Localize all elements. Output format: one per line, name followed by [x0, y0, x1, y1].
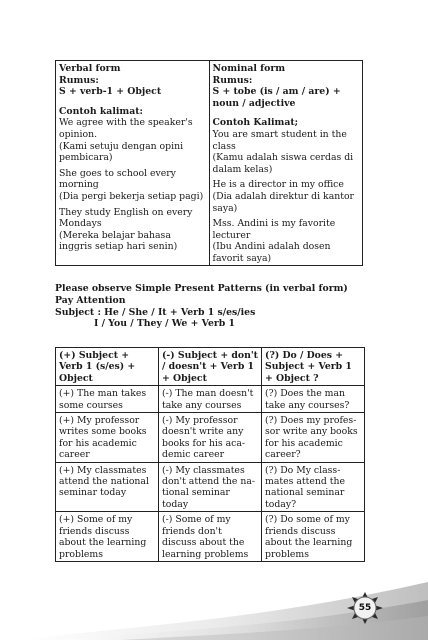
verbal-example-2: She goes to school every morning [59, 167, 176, 191]
nominal-form-cell [209, 61, 363, 266]
verbal-example-1: We agree with the speaker's opinion. [59, 117, 193, 140]
header-negative: (-) Subject + don't / doesn't + Verb 1 + Object [159, 348, 262, 386]
nominal-example-label: Contoh Kalimat; [212, 117, 299, 129]
verbal-formula: S + verb-1 + Object [59, 86, 162, 98]
positive-cell: (+) My classmates attend the national seminar today [56, 462, 159, 512]
question-cell: (?) Do My class-mates attend the national seminar today? [262, 462, 365, 512]
verbal-heading: Verbal form [59, 63, 121, 74]
verbal-rumus-label: Rumus: [59, 74, 99, 86]
positive-cell: (+) The man takes some courses [56, 386, 159, 413]
header-positive: (+) Subject + Verb 1 (s/es) + Object [56, 348, 159, 386]
nominal-example-2-translation: (Dia adalah direktur di kantor saya) [212, 190, 354, 214]
table-row [56, 462, 365, 512]
positive-cell: (+) My professor writes some books for his academic career [56, 413, 159, 463]
instruction-subject-third-person: Subject : He / She / It + Verb 1 s/es/ies [55, 306, 256, 318]
negative-cell: (-) My classmates don't attend the na-tional seminar today [159, 462, 262, 512]
verbal-example-2-translation: (Dia pergi bekerja setiap pagi) [59, 190, 204, 202]
table-row [56, 413, 365, 463]
verbal-example-label: Contoh kalimat: [59, 105, 143, 117]
negative-cell: (-) Some of my friends don't discuss about the learning problems [159, 512, 262, 562]
nominal-formula: S + tobe (is / am / are) + noun / adjective [212, 86, 341, 109]
question-cell: (?) Does the man take any courses? [262, 386, 365, 413]
patterns-header-row [56, 348, 365, 386]
page-number: 55 [358, 603, 372, 613]
question-cell: (?) Do some of my friends discuss about the learning problems [262, 512, 365, 562]
footer-swoosh-decoration [0, 540, 428, 640]
patterns-table [55, 347, 365, 562]
table-row [56, 386, 365, 413]
negative-cell: (-) My professor doesn't write any books for his aca-demic career [159, 413, 262, 463]
verbal-example-3-translation: (Mereka belajar bahasa inggris setiap hari senin) [59, 229, 178, 253]
positive-cell: (+) Some of my friends discuss about the learning problems [56, 512, 159, 562]
verbal-nominal-table [55, 60, 363, 266]
nominal-example-3: Mss. Andini is my favorite lecturer [212, 218, 336, 241]
verbal-example-1-translation: (Kami setuju dengan opini pembicara) [59, 140, 184, 164]
nominal-example-1-translation: (Kamu adalah siswa cerdas di dalam kelas) [212, 152, 354, 175]
negative-cell: (-) The man doesn't take any courses [159, 386, 262, 413]
header-question: (?) Do / Does + Subject + Verb 1 + Object ? [262, 348, 365, 386]
nominal-example-1: You are smart student in the class [212, 128, 347, 152]
nominal-rumus-label: Rumus: [212, 74, 253, 86]
nominal-example-3-translation: (Ibu Andini adalah dosen favorit saya) [212, 241, 331, 264]
nominal-example-2: He is a director in my office [212, 179, 344, 191]
instruction-observe: Please observe Simple Present Patterns (in verbal form) [55, 283, 348, 294]
instructions-block [55, 283, 375, 330]
instruction-pay-attention: Pay Attention [55, 294, 126, 306]
instruction-subject-other: I / You / They / We + Verb 1 [94, 318, 235, 330]
verbal-example-3: They study English on every Mondays [59, 206, 193, 230]
question-cell: (?) Does my profes-sor write any books for his academic career? [262, 413, 365, 463]
verbal-form-cell [56, 61, 210, 266]
nominal-heading: Nominal form [212, 63, 286, 74]
verbal-nominal-row [56, 61, 363, 266]
